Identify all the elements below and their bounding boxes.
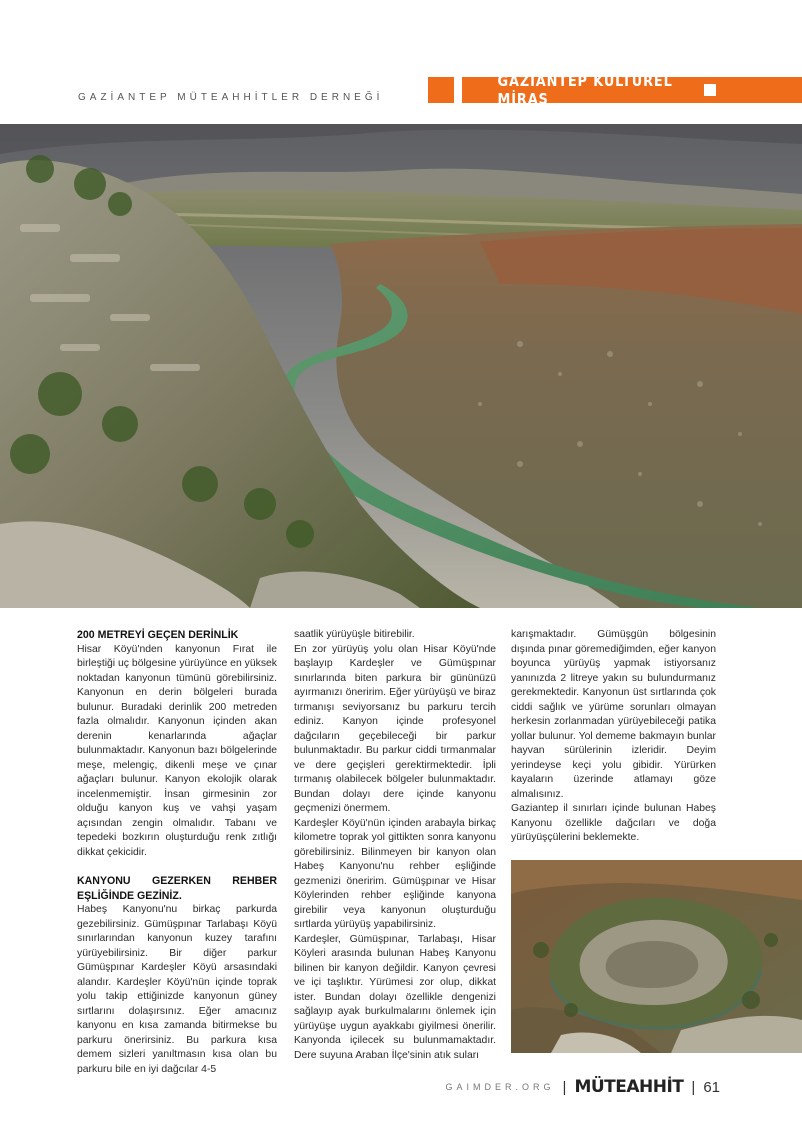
paragraph: karışmaktadır. Gümüşgün bölgesinin dışında pınar göremediğimden, eğer kanyon boyunca yürüyüş yapmak istiyorsanız yanınızda 2 litreye yakın su bulundurmanız gerekmektedir. Kanyonun üst sırtlarında çok ciddi sağlık ve yürüme sorunları olmayan herkesin zorlanmadan yürüyebileceği patika yollar bulunur. Yol dememe bakmayın bunlar hayvan sürülerinin izleridir. Deyim yerindeyse keçi yolu gibidir. Yürürken kayaların üzerinde atlamayı göze almalısınız. [511,629,716,800]
article-column-1 [77,628,277,1077]
footer-separator: | [562,1078,567,1096]
paragraph: Kardeşler, Gümüşpınar, Tarlabaşı, Hisar Köyleri arasında bulunan Habeş Kanyonu bilinen bir kanyon değildir. Kanyon çevresi ve içi taşlıktır. Yürümesi zor olup, dikkat ister. Bundan dolayı özellikle dengenizi sağlayıp ayak burkulmalarını önlemek için yürüyüşe uygun ayakkabı giyilmesi önerilir. Kanyonda içilecek su bulunmamaktadır. Dere suyuna Araban İlçe'sinin atık suları [294,933,496,1061]
header-accent-square [428,77,454,103]
paragraph: Kardeşler Köyü'nün içinden arabayla birkaç kilometre toprak yol gittikten sonra kanyonu görebilirsiniz. Bilinmeyen bir kanyon olan Habeş Kanyonu'nu rehber eşliğinde gezmenizi öneririm. Gümüşpınar ve Hisar Köylerinden rehber eşliğinde kanyona girebilir veya kanyonun oluşturduğu sırtlarda yürüyüş yapabilirsiniz. [294,817,496,930]
article-column-2 [294,628,496,1063]
section-banner [462,72,802,108]
paragraph: Hisar Köyü'nden kanyonun Fırat ile birleştiği uç bölgesine yürüyünce en yüksek noktadan kanyonun tümünü görebilirsiniz. Kanyonun en derin bölgeleri burada bulunur. Buradaki derinlik 200 metreden fazla olmalıdır. Kanyonun içinden akan derenin kenarlarında ağaçlar bulunmaktadır. Kanyonun bazı bölgelerinde meşe, melengiç, dikenli meşe ve çınar ağaçları bulunur. Kanyon ekolojik olarak incelenmemiştir. İnsan girmesinin zor olduğu kanyon kuş ve vahşi yaşam açısından zengin olmalıdır. Tabanı ve tepedeki bozkırın oluşturduğu renk zıtlığı dikkat çekicidir. [77,643,277,858]
canyon-aerial-photo [511,860,802,1053]
association-name: GAZİANTEP MÜTEAHHİTLER DERNEĞİ [78,92,384,103]
paragraph: En zor yürüyüş yolu olan Hisar Köyü'nde başlayıp Kardeşler ve Gümüşpınar sınırlarında biten parkura bir gününüzü ayırmanızı öneririm. Eğer yürüyüşü ve biraz tırmanışı seviyorsanız bu parkuru tercih ediniz. Kanyon içinde profesyonel dağcıların geçebileceği bir parkur bulunmaktadır. Bu parkur ciddi tırmanmalar ve dere geçişleri gerektirmektedir. İpli tırmanış olabilecek bölgeler bulunmaktadır. Bundan dolayı dere içinde kanyonu geçmenizi önermem. [294,643,496,814]
banner-square-icon [704,84,716,96]
magazine-brand: MÜTEAHHİT [574,1077,684,1097]
page-footer [446,1077,720,1097]
paragraph: saatlik yürüyüşle bitirebilir. [294,629,415,640]
canyon-hero-photo [0,124,802,608]
section-heading-depth: 200 METREYİ GEÇEN DERİNLİK [77,629,239,641]
footer-separator: | [691,1078,696,1096]
page-number: 61 [703,1078,720,1096]
article-column-3 [511,628,716,846]
section-title: GAZİANTEP KÜLTÜREL MİRAS [497,72,673,108]
paragraph: Gaziantep il sınırları içinde bulunan Habeş Kanyonu özellikle dağcıları ve doğa yürüyüşçülerini beklemekte. [511,803,716,843]
section-heading-guide: KANYONU GEZERKEN REHBER EŞLİĞİNDE GEZİNİZ. [77,875,277,902]
website-link[interactable]: GAIMDER.ORG [445,1082,555,1092]
paragraph: Habeş Kanyonu'nu birkaç parkurda gezebilirsiniz. Gümüşpınar Tarlabaşı Köyü sınırlarından kanyonun kuzey tarafını yürüyebilirsiniz. Bir diğer parkur Gümüşpınar Kardeşler Köyü arsasındaki alandır. Kardeşler Köyü'nün içinde toprak yolu takip ettiğinizde kanyonun güney sırtlarını dolaşırsınız. Eğer amacınız kanyonu en kısa zamanda bitirmekse bu parkuru önerirsiniz. Bu parkura kısa demem sizleri yanıltmasın kısa olan bu parkuru bile en iyi dağcılar 4-5 [77,904,277,1075]
